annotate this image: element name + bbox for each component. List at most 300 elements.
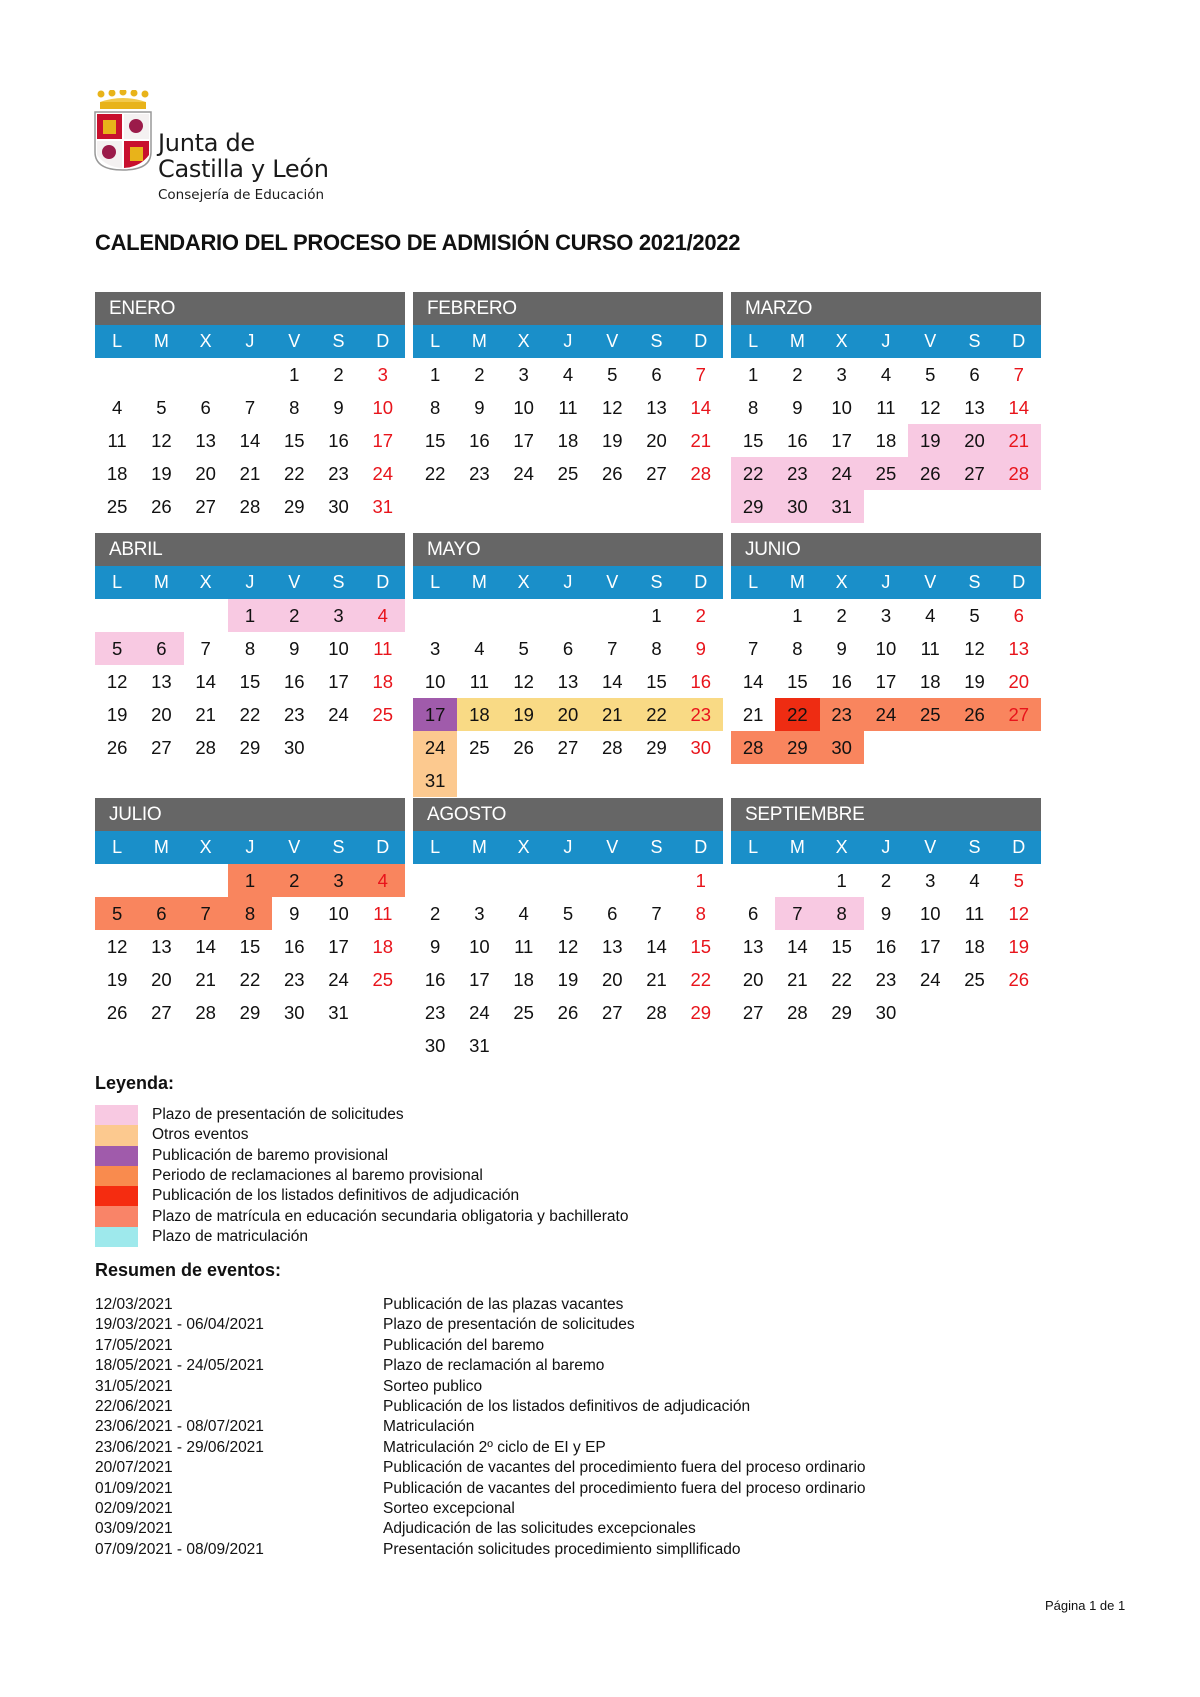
day-cell: 22 [239,704,261,725]
day-cell: 6 [747,903,759,924]
day-cell: 24 [513,463,534,484]
day-cell: 20 [601,969,623,990]
day-cell: 5 [607,364,618,385]
day-cell: 10 [328,903,349,924]
day-cell: 28 [239,496,261,517]
day-cell: 16 [283,671,305,692]
weekday-label: L [112,572,123,592]
summary-row [95,1438,866,1458]
summary-date: 01/09/2021 [95,1479,173,1497]
day-cell: 26 [151,496,172,517]
day-cell: 25 [557,463,579,484]
month-julio [95,798,405,1023]
day-cell: 7 [695,364,706,385]
day-cell: 9 [792,397,803,418]
summary-date: 31/05/2021 [95,1377,173,1395]
day-cell: 6 [651,364,662,385]
weekday-label: X [835,572,848,592]
day-cell: 10 [469,936,490,957]
day-cell: 28 [731,731,775,764]
day-cell: 9 [289,903,300,924]
day-cell: 14 [646,936,667,957]
summary-event: Sorteo publico [383,1377,483,1395]
day-cell: 7 [651,903,662,924]
summary-event: Matriculación 2º ciclo de EI y EP [383,1438,606,1456]
day-cell: 26 [513,737,534,758]
day-cell: 4 [925,605,936,626]
weekday-label: V [288,331,301,351]
day-cell: 22 [775,698,819,731]
weekday-label: M [471,572,487,592]
day-cell: 26 [908,457,952,490]
day-cell: 28 [787,1002,808,1023]
day-cell: 31 [820,490,864,523]
day-cell: 20 [1008,671,1030,692]
weekday-label: S [968,572,981,592]
day-cell: 11 [920,638,940,659]
day-cell: 25 [372,704,394,725]
day-cell: 21 [787,969,808,990]
weekday-label: M [789,572,805,592]
summary-row [95,1417,866,1437]
day-cell: 31 [469,1035,490,1056]
weekday-label: X [199,837,212,857]
day-cell: 17 [469,969,490,990]
day-cell: 14 [690,397,712,418]
day-cell: 2 [333,364,344,385]
day-cell: 2 [880,870,892,891]
day-cell: 5 [156,397,167,418]
day-cell: 13 [195,430,216,451]
weekday-label: V [924,331,937,351]
legend-title: Leyenda: [95,1073,175,1093]
day-cell: 21 [742,704,764,725]
month-name: FEBRERO [413,292,723,325]
weekday-label: M [789,837,805,857]
day-cell: 4 [562,364,574,385]
day-cell: 26 [601,463,623,484]
legend-label: Publicación de los listados definitivos de adjudicación [152,1187,520,1205]
day-cell: 8 [695,903,706,924]
day-cell: 15 [787,671,808,692]
day-cell: 20 [742,969,764,990]
day-cell: 23 [283,969,305,990]
month-mayo [413,533,723,791]
day-cell: 2 [272,864,316,897]
legend-item [95,1125,628,1145]
weekday-label: L [430,572,441,592]
page-title: CALENDARIO DEL PROCESO DE ADMISIÓN CURSO 2021/2022 [95,230,741,255]
day-cell: 30 [283,737,305,758]
day-cell: 6 [200,397,211,418]
weekday-label: M [153,572,169,592]
weekday-label: X [517,572,530,592]
weekday-label: V [606,837,619,857]
day-cell: 26 [106,737,128,758]
month-name: SEPTIEMBRE [731,798,1041,831]
month-name: ABRIL [95,533,405,566]
day-cell: 3 [880,605,892,626]
day-cell: 21 [590,698,634,731]
day-cell: 19 [151,463,172,484]
day-cell: 23 [679,698,723,731]
day-cell: 23 [820,698,864,731]
summary-row [95,1295,866,1315]
legend-swatch [95,1206,138,1226]
day-cell: 5 [969,605,980,626]
summary-date: 23/06/2021 - 29/06/2021 [95,1438,264,1456]
summary-event: Publicación de vacantes del procedimiento fuera del proceso ordinario [383,1479,866,1497]
legend-item [95,1105,628,1125]
summary-row [95,1336,866,1356]
summary-event: Publicación del baremo [383,1336,545,1354]
day-cell: 8 [747,397,759,418]
weekday-label: J [563,331,573,351]
day-cell: 11 [107,430,127,451]
day-cell: 13 [601,936,623,957]
day-cell: 4 [969,870,980,891]
day-cell: 9 [333,397,344,418]
day-cell: 2 [695,605,706,626]
shield-icon [95,112,151,170]
weekday-header [95,831,405,864]
day-cell: 19 [106,969,128,990]
summary-date: 02/09/2021 [95,1499,173,1517]
day-cell: 19 [502,698,546,731]
day-cell: 9 [289,638,300,659]
day-cell: 24 [413,731,457,764]
weekday-label: L [430,331,441,351]
day-cell: 22 [424,463,446,484]
day-cell: 17 [513,430,534,451]
day-cell: 2 [836,605,847,626]
day-cell: 11 [373,638,393,659]
day-cell: 1 [429,364,441,385]
weekday-header [731,566,1041,599]
summary-date: 22/06/2021 [95,1397,173,1415]
day-cell: 14 [195,671,216,692]
legend-label: Plazo de presentación de solicitudes [152,1106,404,1124]
day-cell: 9 [474,397,485,418]
day-cell: 30 [875,1002,897,1023]
day-cell: 16 [424,969,446,990]
day-cell: 11 [558,397,578,418]
day-cell: 7 [775,897,819,930]
day-cell: 15 [742,430,764,451]
day-cell: 25 [513,1002,534,1023]
day-cell: 27 [151,1002,172,1023]
day-cell: 12 [964,638,985,659]
summary-date: 18/05/2021 - 24/05/2021 [95,1357,264,1375]
weekday-label: L [748,331,759,351]
weekday-label: D [694,572,708,592]
day-cell: 12 [106,671,128,692]
day-cell: 27 [997,698,1041,731]
weekday-label: J [245,331,255,351]
day-cell: 26 [557,1002,579,1023]
day-cell: 11 [514,936,534,957]
day-cell: 12 [106,936,128,957]
month-abril [95,533,405,758]
day-cell: 16 [690,671,712,692]
summary-date: 19/03/2021 - 06/04/2021 [95,1316,264,1334]
logo-line1: Junta de [158,129,255,157]
day-cell: 9 [880,903,892,924]
day-cell: 12 [601,397,623,418]
summary-date: 07/09/2021 - 08/09/2021 [95,1540,264,1558]
day-cell: 19 [557,969,579,990]
day-cell: 5 [95,897,139,930]
weekday-header [731,325,1041,358]
day-cell: 16 [328,430,349,451]
weekday-label: X [517,331,530,351]
logo-subtitle: Consejería de Educación [158,187,325,203]
day-cell: 6 [139,897,183,930]
day-cell: 17 [413,698,457,731]
day-cell: 22 [731,457,775,490]
day-cell: 25 [469,737,490,758]
weekday-label: M [471,837,487,857]
day-cell: 10 [513,397,534,418]
day-cell: 24 [372,463,394,484]
day-cell: 13 [151,936,172,957]
day-cell: 28 [195,1002,216,1023]
day-cell: 4 [880,364,892,385]
month-junio [731,533,1041,758]
day-cell: 28 [601,737,623,758]
summary-date: 20/07/2021 [95,1459,173,1477]
weekday-header [731,831,1041,864]
weekday-label: L [112,837,123,857]
weekday-label: D [376,837,390,857]
weekday-label: L [748,572,759,592]
day-cell: 7 [607,638,618,659]
day-cell: 12 [1008,903,1030,924]
summary-row [95,1458,866,1478]
day-cell: 29 [731,490,775,523]
day-cell: 30 [283,1002,305,1023]
weekday-label: D [376,331,390,351]
legend-item [95,1186,628,1206]
day-cell: 27 [646,463,667,484]
logo-text [158,130,329,203]
day-cell: 10 [424,671,446,692]
day-cell: 30 [820,731,864,764]
day-cell: 8 [792,638,803,659]
day-cell: 10 [328,638,349,659]
day-cell: 4 [111,397,123,418]
day-cell: 13 [646,397,667,418]
legend-item [95,1227,628,1247]
weekday-label: V [606,572,619,592]
weekday-label: D [376,572,390,592]
day-cell: 7 [200,638,211,659]
legend-label: Periodo de reclamaciones al baremo provisional [152,1167,483,1185]
day-cell: 14 [742,671,764,692]
summary-date: 23/06/2021 - 08/07/2021 [95,1418,264,1436]
day-cell: 6 [1013,605,1024,626]
day-cell: 19 [964,671,985,692]
day-cell: 12 [919,397,941,418]
day-cell: 5 [562,903,574,924]
summary-event: Publicación de las plazas vacantes [383,1296,624,1313]
summary-event: Matriculación [383,1418,475,1436]
weekday-label: M [471,331,487,351]
day-cell: 27 [557,737,579,758]
summary-event: Plazo de presentación de solicitudes [383,1316,635,1334]
day-cell: 17 [372,430,394,451]
day-cell: 29 [831,1002,852,1023]
legend-label: Publicación de baremo provisional [152,1146,389,1164]
day-cell: 3 [316,864,360,897]
day-cell: 8 [820,897,864,930]
day-cell: 27 [952,457,996,490]
day-cell: 26 [106,1002,128,1023]
legend-item [95,1206,628,1226]
day-cell: 13 [557,671,579,692]
month-name: MARZO [731,292,1041,325]
weekday-label: S [968,837,981,857]
day-cell: 15 [283,430,305,451]
day-cell: 17 [919,936,941,957]
day-cell: 1 [228,864,272,897]
day-cell: 27 [742,1002,764,1023]
month-marzo [731,292,1041,517]
summary-row [95,1377,866,1397]
weekday-label: X [835,331,848,351]
day-cell: 8 [244,638,256,659]
legend-item [95,1146,628,1166]
day-cell: 29 [239,737,261,758]
day-cell: 18 [457,698,501,731]
day-cell: 18 [513,969,534,990]
day-cell: 26 [952,698,996,731]
day-cell: 20 [646,430,667,451]
day-cell: 9 [695,638,706,659]
day-cell: 19 [601,430,623,451]
day-cell: 28 [690,463,712,484]
day-cell: 18 [919,671,941,692]
weekday-label: L [430,837,441,857]
day-cell: 1 [747,364,759,385]
day-cell: 13 [742,936,764,957]
day-cell: 29 [239,1002,261,1023]
day-cell: 21 [239,463,261,484]
weekday-label: X [199,572,212,592]
day-cell: 7 [747,638,759,659]
day-cell: 22 [283,463,305,484]
day-cell: 5 [518,638,529,659]
summary-event: Sorteo excepcional [383,1499,515,1517]
weekday-label: L [748,837,759,857]
day-cell: 4 [361,864,405,897]
day-cell: 11 [373,903,393,924]
day-cell: 29 [283,496,305,517]
weekday-label: M [153,837,169,857]
day-cell: 19 [1008,936,1030,957]
day-cell: 6 [562,638,574,659]
day-cell: 10 [372,397,394,418]
day-cell: 14 [239,430,261,451]
day-cell: 14 [601,671,623,692]
day-cell: 22 [634,698,678,731]
day-cell: 20 [195,463,216,484]
weekday-label: M [153,331,169,351]
day-cell: 18 [372,671,394,692]
day-cell: 24 [919,969,941,990]
weekday-label: V [288,572,301,592]
day-cell: 31 [413,764,457,797]
month-name: AGOSTO [413,798,723,831]
day-cell: 3 [836,364,847,385]
day-cell: 9 [429,936,441,957]
day-cell: 24 [820,457,864,490]
day-cell: 23 [328,463,349,484]
day-cell: 14 [787,936,808,957]
day-cell: 25 [908,698,952,731]
summary-row [95,1519,866,1539]
weekday-header [413,325,723,358]
day-cell: 11 [964,903,985,924]
day-cell: 17 [328,671,349,692]
day-cell: 12 [151,430,172,451]
day-cell: 16 [469,430,490,451]
summary-date: 12/03/2021 [95,1296,173,1313]
day-cell: 13 [151,671,172,692]
month-name: ENERO [95,292,405,325]
legend-swatch [95,1186,138,1206]
legend-swatch [95,1105,138,1125]
day-cell: 1 [289,364,300,385]
day-cell: 7 [244,397,256,418]
day-cell: 2 [429,903,441,924]
month-name: JUNIO [731,533,1041,566]
day-cell: 9 [836,638,847,659]
day-cell: 20 [952,424,996,457]
weekday-label: S [968,331,981,351]
weekday-label: S [650,837,663,857]
day-cell: 2 [272,599,316,632]
day-cell: 18 [106,463,128,484]
day-cell: 15 [690,936,712,957]
summary-row [95,1479,866,1499]
day-cell: 18 [557,430,579,451]
day-cell: 30 [328,496,349,517]
day-cell: 1 [695,870,706,891]
weekday-label: J [563,572,573,592]
weekday-label: X [517,837,530,857]
day-cell: 22 [690,969,712,990]
summary-event: Adjudicación de las solicitudes excepcionales [383,1520,696,1538]
day-cell: 29 [690,1002,712,1023]
day-cell: 31 [328,1002,349,1023]
day-cell: 13 [964,397,985,418]
weekday-header [413,831,723,864]
day-cell: 19 [908,424,952,457]
day-cell: 30 [424,1035,446,1056]
day-cell: 13 [1008,638,1030,659]
day-cell: 6 [607,903,618,924]
day-cell: 16 [875,936,897,957]
day-cell: 6 [969,364,980,385]
day-cell: 1 [228,599,272,632]
weekday-label: J [245,572,255,592]
day-cell: 23 [424,1002,446,1023]
day-cell: 14 [195,936,216,957]
day-cell: 15 [831,936,852,957]
weekday-label: J [881,331,891,351]
day-cell: 20 [546,698,590,731]
